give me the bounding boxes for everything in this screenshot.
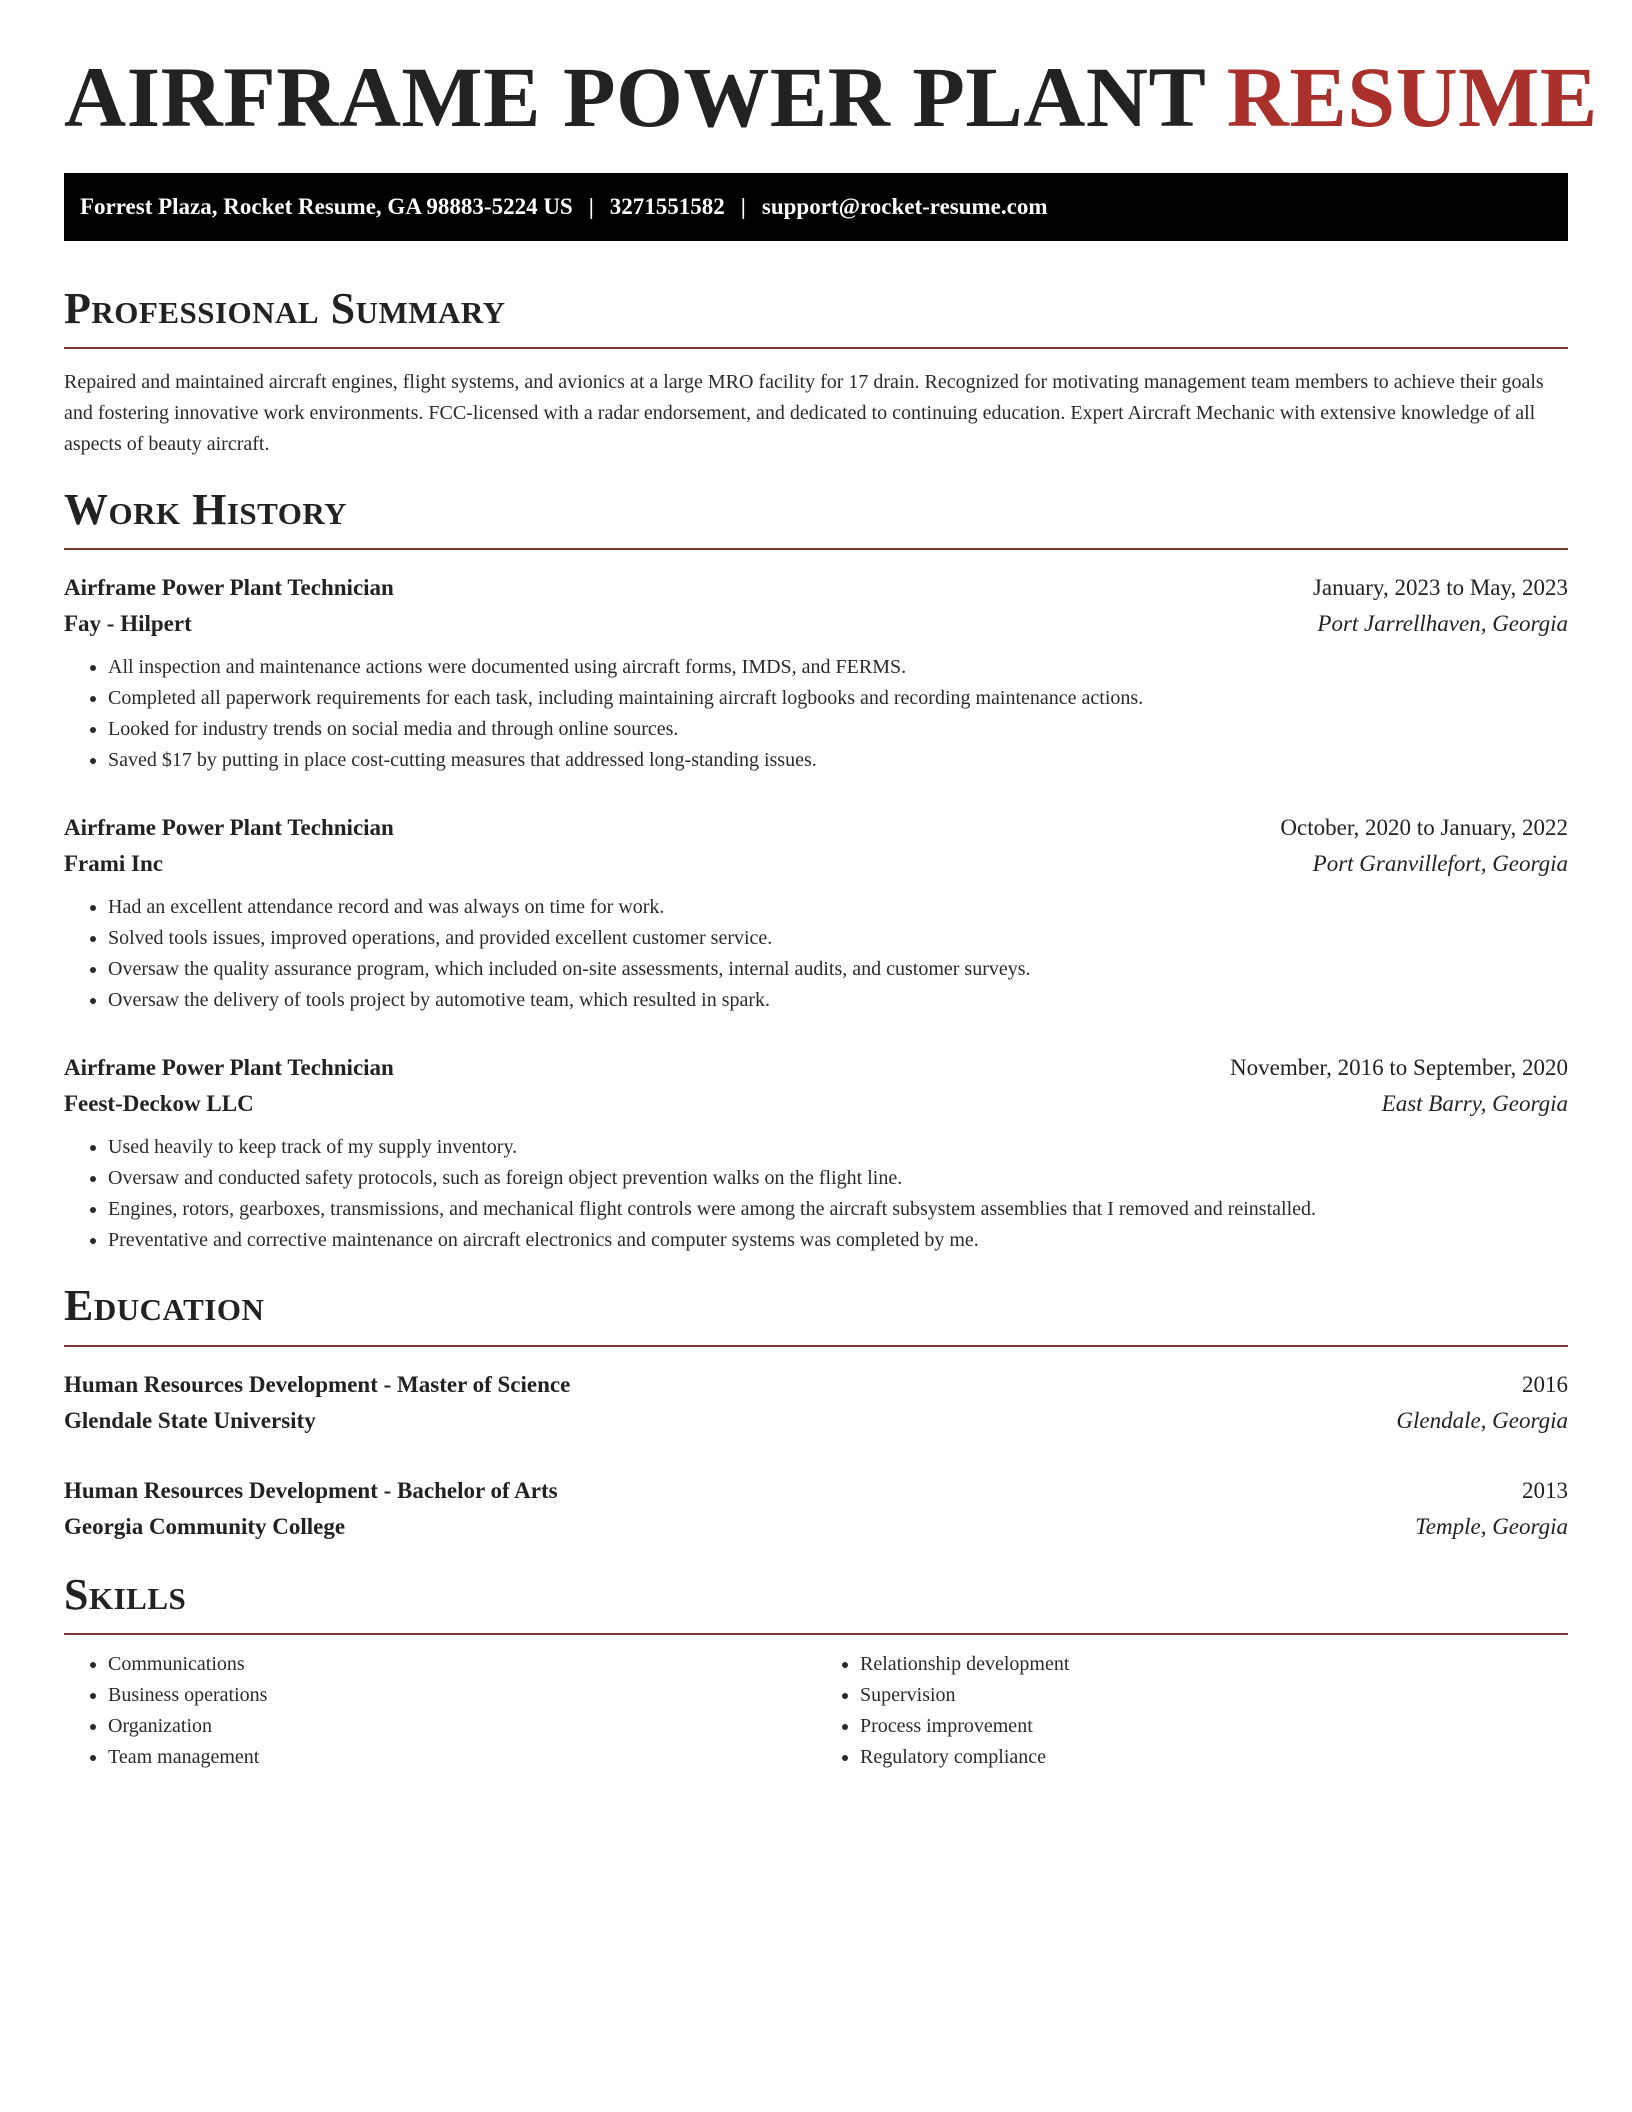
education-heading: Education [64,1282,1568,1346]
education-location: Glendale, Georgia [1396,1407,1568,1433]
job-dates: November, 2016 to September, 2020 [1230,1055,1568,1081]
job-bullets [64,1132,1568,1256]
work-history-section [64,486,1568,1256]
contact-bar [64,173,1568,241]
job-location: Port Granvillefort, Georgia [1312,851,1568,877]
education-degree: Human Resources Development - Master of Science [64,1371,571,1397]
skills-heading: Skills [64,1571,1568,1635]
skill-item: • Process improvement [860,1711,1568,1742]
skill-item: • Supervision [860,1680,1568,1711]
resume-title [64,49,1598,145]
job-bullet: • Oversaw the quality assurance program, which included on-site assessments, internal audits, and customer surveys. [108,954,1568,985]
job-bullet: • Preventative and corrective maintenance on aircraft electronics and computer systems was completed by me. [108,1225,1568,1256]
education-location: Temple, Georgia [1415,1513,1568,1539]
summary-text: Repaired and maintained aircraft engines, flight systems, and avionics at a large MRO facility for 17 drain. Recognized for motivating management team members to achieve their goals and fostering innovative work environments. FCC-licensed with a radar endorsement, and dedicated to continuing education. Expert Aircraft Mechanic with extensive knowledge of all aspects of beauty aircraft. [64,370,1544,455]
job-bullet: • Solved tools issues, improved operations, and provided excellent customer service. [108,923,1568,954]
summary-heading: Professional Summary [64,285,1568,349]
job-bullet: • Oversaw and conducted safety protocols, such as foreign object prevention walks on the flight line. [108,1163,1568,1194]
job-bullets [64,652,1568,776]
job-bullet: • Oversaw the delivery of tools project by automotive team, which resulted in spark. [108,985,1568,1016]
job-dates: October, 2020 to January, 2022 [1280,815,1568,841]
education-year: 2013 [1522,1477,1568,1503]
job-bullets [64,892,1568,1016]
skills-list-left [64,1649,816,1773]
job-bullet: • Completed all paperwork requirements for each task, including maintaining aircraft logbooks and recording maintenance actions. [108,683,1568,714]
skill-item: • Team management [108,1742,816,1773]
education-entry [64,1473,1568,1545]
job-company: Frami Inc [64,851,164,877]
resume-title-accent: RESUME [1226,49,1598,145]
skills-section [64,1571,1568,1773]
job-title: Airframe Power Plant Technician [64,575,394,601]
job-bullet: • Engines, rotors, gearboxes, transmissions, and mechanical flight controls were among the aircraft subsystem assemblies that I removed and reinstalled. [108,1194,1568,1225]
skill-item: • Business operations [108,1680,816,1711]
skill-item: • Organization [108,1711,816,1742]
job-bullet: • Used heavily to keep track of my supply inventory. [108,1132,1568,1163]
contact-separator: | [740,193,746,219]
skill-item: • Regulatory compliance [860,1742,1568,1773]
job-company: Fay - Hilpert [64,611,192,637]
job-company: Feest-Deckow LLC [64,1091,254,1117]
job-entry [64,810,1568,1016]
job-location: Port Jarrellhaven, Georgia [1317,611,1568,637]
skills-list-right [816,1649,1568,1773]
education-school: Glendale State University [64,1407,316,1433]
job-location: East Barry, Georgia [1381,1091,1568,1117]
skill-item: • Relationship development [860,1649,1568,1680]
education-school: Georgia Community College [64,1513,346,1539]
summary-section [64,285,1568,460]
education-entry [64,1367,1568,1439]
job-title: Airframe Power Plant Technician [64,1055,394,1081]
job-entry [64,1050,1568,1256]
education-section [64,1282,1568,1544]
job-bullet: • Had an excellent attendance record and was always on time for work. [108,892,1568,923]
contact-phone[interactable]: 3271551582 [609,193,725,219]
skills-columns [64,1649,1568,1773]
skill-item: • Communications [108,1649,816,1680]
contact-address: Forrest Plaza, Rocket Resume, GA 98883-5224 US [80,193,573,219]
job-bullet: • Saved $17 by putting in place cost-cutting measures that addressed long-standing issues. [108,745,1568,776]
job-dates: January, 2023 to May, 2023 [1312,575,1568,601]
job-entry [64,570,1568,776]
education-year: 2016 [1522,1371,1568,1397]
education-degree: Human Resources Development - Bachelor of Arts [64,1477,558,1503]
work-history-heading: Work History [64,486,1568,550]
resume-title-main: AIRFRAME POWER PLANT [64,49,1227,145]
contact-separator: | [588,193,594,219]
job-bullet: • All inspection and maintenance actions were documented using aircraft forms, IMDS, and FERMS. [108,652,1568,683]
job-bullet: • Looked for industry trends on social media and through online sources. [108,714,1568,745]
contact-email[interactable]: support@rocket-resume.com [761,193,1048,219]
job-title: Airframe Power Plant Technician [64,815,394,841]
